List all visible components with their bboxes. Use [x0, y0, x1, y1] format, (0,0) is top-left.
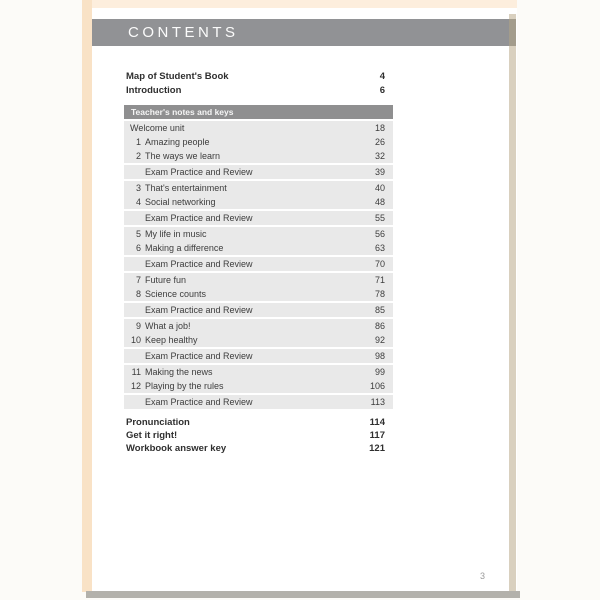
- toc-section-exam: [124, 303, 393, 317]
- unit-title: Exam Practice and Review: [145, 259, 253, 269]
- entry-label: Workbook answer key: [126, 443, 227, 454]
- unit-number: 6: [135, 243, 141, 253]
- unit-title: Exam Practice and Review: [145, 351, 253, 361]
- unit-number: [130, 395, 141, 409]
- unit-page-number: 78: [374, 289, 385, 299]
- page-shadow-bottom: [86, 591, 520, 598]
- entry-page-number: 6: [379, 85, 385, 96]
- unit-number: [130, 349, 141, 363]
- toc-row: [124, 333, 393, 347]
- unit-page-number: 70: [374, 259, 385, 269]
- toc-section-units: [124, 181, 393, 209]
- entry-page-number: 114: [369, 417, 385, 428]
- unit-page-number: 71: [374, 275, 385, 285]
- toc-row: [124, 395, 393, 409]
- toc-row: [124, 195, 393, 209]
- unit-page-number: 113: [370, 397, 385, 407]
- entry-page-number: 4: [379, 71, 385, 82]
- unit-number: 2: [135, 151, 141, 161]
- back-matter-entry: [124, 442, 393, 455]
- toc-row: [124, 349, 393, 363]
- unit-page-number: 55: [374, 213, 385, 223]
- toc-section-units: [124, 365, 393, 393]
- toc-row: [124, 165, 393, 179]
- unit-page-number: 26: [374, 137, 385, 147]
- unit-number: [130, 303, 141, 317]
- unit-title: Future fun: [145, 275, 187, 285]
- toc-section-exam: [124, 395, 393, 409]
- unit-title: Playing by the rules: [145, 381, 224, 391]
- front-matter-list: [124, 70, 393, 98]
- entry-label: Map of Student's Book: [126, 71, 229, 82]
- unit-page-number: 86: [374, 321, 385, 331]
- toc-row: [124, 181, 393, 195]
- toc-row: [124, 257, 393, 271]
- unit-number: [130, 165, 141, 179]
- toc-row: [124, 241, 393, 255]
- back-matter-list: [124, 416, 393, 455]
- unit-title: That's entertainment: [145, 183, 227, 193]
- page-edge-right: [509, 14, 516, 591]
- unit-page-number: 98: [374, 351, 385, 361]
- unit-title: Welcome unit: [130, 123, 185, 133]
- toc-row: [124, 227, 393, 241]
- toc-row: [124, 287, 393, 301]
- unit-page-number: 106: [369, 381, 385, 391]
- back-matter-entry: [124, 429, 393, 442]
- unit-number: 5: [135, 229, 141, 239]
- toc-section-units: [124, 121, 393, 163]
- toc-row: [124, 211, 393, 225]
- toc-section-units: [124, 273, 393, 301]
- toc-section-exam: [124, 349, 393, 363]
- page-title: CONTENTS: [92, 19, 511, 46]
- toc-section-exam: [124, 257, 393, 271]
- unit-title: Science counts: [145, 289, 207, 299]
- page-edge-bar-overlap: [509, 19, 516, 46]
- unit-number: 3: [135, 183, 141, 193]
- toc-section-units: [124, 227, 393, 255]
- unit-title: Keep healthy: [145, 335, 198, 345]
- unit-title: Exam Practice and Review: [145, 397, 253, 407]
- unit-page-number: 99: [374, 367, 385, 377]
- toc-row: [124, 303, 393, 317]
- toc-row: [124, 149, 393, 163]
- unit-page-number: 63: [374, 243, 385, 253]
- unit-title: What a job!: [145, 321, 191, 331]
- unit-title: Exam Practice and Review: [145, 305, 253, 315]
- toc-row: [124, 121, 393, 135]
- unit-page-number: 56: [374, 229, 385, 239]
- toc-section-exam: [124, 211, 393, 225]
- unit-title: Making the news: [145, 367, 213, 377]
- unit-number: 12: [130, 381, 141, 391]
- book-page: [92, 8, 517, 592]
- entry-page-number: 121: [369, 443, 385, 454]
- entry-label: Introduction: [126, 85, 182, 96]
- front-matter-entry: [124, 84, 393, 98]
- section-header: Teacher's notes and keys: [124, 105, 393, 119]
- unit-page-number: 40: [374, 183, 385, 193]
- unit-number: 10: [130, 335, 141, 345]
- entry-page-number: 117: [369, 430, 385, 441]
- unit-title: Exam Practice and Review: [145, 167, 253, 177]
- unit-page-number: 39: [374, 167, 385, 177]
- unit-title: Amazing people: [145, 137, 210, 147]
- book-edge-left: [82, 0, 92, 592]
- toc-row: [124, 365, 393, 379]
- unit-title: My life in music: [145, 229, 207, 239]
- table-of-contents: [124, 121, 393, 411]
- unit-title: Social networking: [145, 197, 216, 207]
- unit-page-number: 85: [374, 305, 385, 315]
- toc-section-units: [124, 319, 393, 347]
- front-matter-entry: [124, 70, 393, 84]
- toc-row: [124, 379, 393, 393]
- unit-page-number: 18: [374, 123, 385, 133]
- unit-page-number: 92: [374, 335, 385, 345]
- folio-page-number: 3: [480, 571, 486, 581]
- unit-page-number: 32: [374, 151, 385, 161]
- unit-number: 7: [135, 275, 141, 285]
- unit-number: 9: [135, 321, 141, 331]
- unit-number: 11: [131, 367, 141, 377]
- toc-row: [124, 273, 393, 287]
- unit-page-number: 48: [374, 197, 385, 207]
- back-matter-entry: [124, 416, 393, 429]
- toc-section-exam: [124, 165, 393, 179]
- unit-number: 8: [135, 289, 141, 299]
- unit-title: Exam Practice and Review: [145, 213, 253, 223]
- unit-title: The ways we learn: [145, 151, 221, 161]
- unit-number: 4: [135, 197, 141, 207]
- toc-row: [124, 135, 393, 149]
- unit-title: Making a difference: [145, 243, 224, 253]
- unit-number: 1: [135, 137, 141, 147]
- entry-label: Get it right!: [126, 430, 178, 441]
- entry-label: Pronunciation: [126, 417, 190, 428]
- unit-number: [130, 257, 141, 271]
- unit-number: [130, 211, 141, 225]
- toc-row: [124, 319, 393, 333]
